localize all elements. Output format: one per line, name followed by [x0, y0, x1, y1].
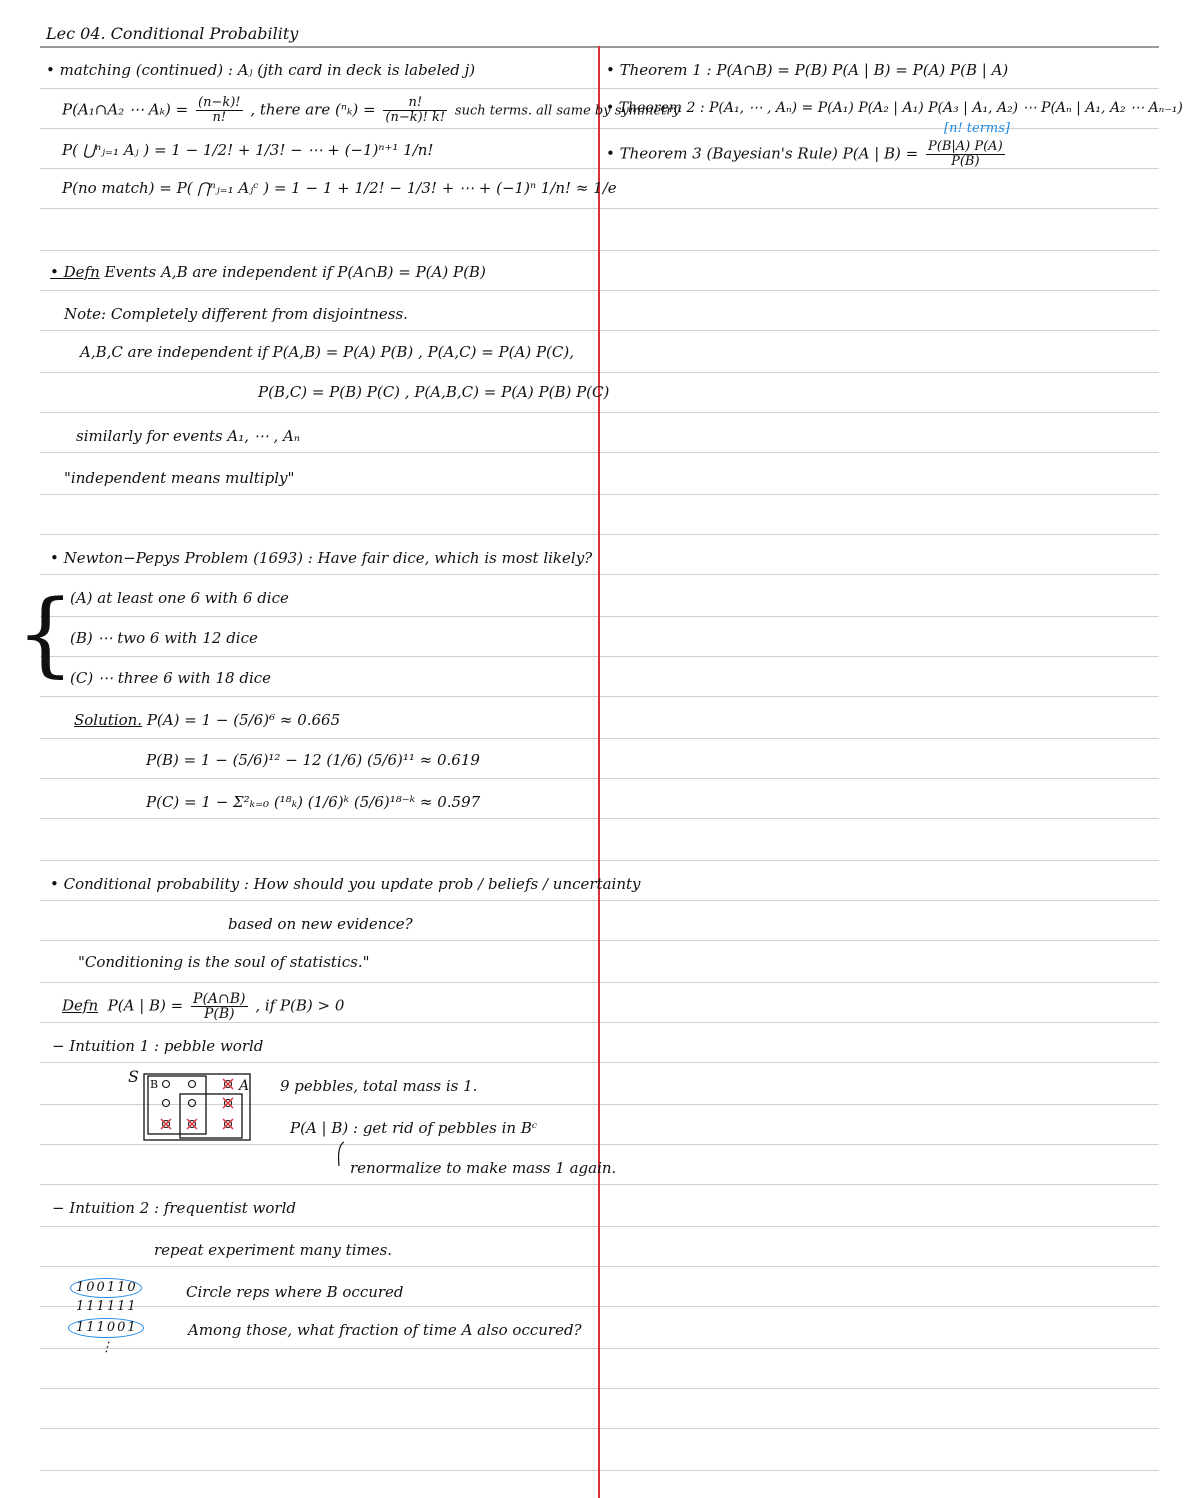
arrow-bracket-icon: [334, 1140, 348, 1170]
fraction: [926, 140, 1005, 169]
fraction-denominator: n!: [212, 110, 227, 125]
tally-row: 111111: [76, 1299, 138, 1314]
fraction-denominator: (n−k)! k!: [385, 110, 446, 125]
independence-quote: "independent means multiply": [64, 469, 295, 487]
option-b: (B) ⋯ two 6 with 12 dice: [70, 629, 258, 647]
formula-part: such terms. all same by symmetry: [454, 103, 680, 119]
pebble: [189, 1100, 196, 1107]
pebble-description-1: 9 pebbles, total mass is 1.: [280, 1077, 478, 1095]
pebble: [163, 1100, 170, 1107]
theorem-2-note: [n! terms]: [944, 121, 1011, 136]
conditional-probability-title-cont: based on new evidence?: [228, 915, 413, 933]
fraction-numerator: n!: [383, 96, 447, 111]
independence-abc-line2: P(B,C) = P(B) P(C) , P(A,B,C) = P(A) P(B) P(C): [258, 383, 610, 401]
pebbles: [163, 1081, 232, 1128]
fraction-numerator: P(B|A) P(A): [928, 139, 1003, 154]
no-match-formula: P(no match) = P( ⋂ⁿⱼ₌₁ Aⱼᶜ ) = 1 − 1 + 1/2! − 1/3! + ⋯ + (−1)ⁿ 1/n! ≈ 1/e: [62, 179, 617, 197]
matching-heading: • matching (continued) : Aⱼ (jth card in deck is labeled j): [46, 61, 476, 79]
frequentist-description-3: Among those, what fraction of time A also occured?: [188, 1321, 582, 1339]
pebble-description-3: renormalize to make mass 1 again.: [350, 1159, 617, 1177]
intuition-2-title: − Intuition 2 : frequentist world: [52, 1199, 296, 1217]
theorem-1: • Theorem 1 : P(A∩B) = P(B) P(A | B) = P(A) P(B | A): [606, 61, 1009, 79]
newton-pepys-title: • Newton−Pepys Problem (1693) : Have fair dice, which is most likely?: [50, 549, 593, 567]
conditional-definition: [62, 992, 344, 1021]
fraction-denominator: P(B): [203, 1006, 235, 1022]
tally-continuation: ⋮: [100, 1340, 113, 1355]
conditioning-quote: "Conditioning is the soul of statistics.": [78, 953, 370, 971]
fraction: [196, 96, 243, 125]
fraction: [383, 96, 447, 125]
defn-condition: , if P(B) > 0: [255, 996, 345, 1015]
sample-space-label: S: [128, 1067, 139, 1086]
fraction-numerator: (n−k)!: [198, 95, 241, 110]
formula-part: , there are: [250, 100, 331, 119]
formula-part: P(A₁∩A₂ ⋯ Aₖ) =: [62, 100, 189, 119]
option-c: (C) ⋯ three 6 with 18 dice: [70, 669, 272, 687]
pebble-world-diagram: [128, 1066, 258, 1144]
matching-intersection-formula: [62, 96, 680, 125]
defn-label: • Defn: [50, 263, 100, 281]
intuition-1-title: − Intuition 1 : pebble world: [52, 1037, 264, 1055]
pebble-description-2: P(A | B) : get rid of pebbles in Bᶜ: [290, 1119, 538, 1137]
sample-space-box: [144, 1074, 250, 1140]
removed-pebble-marks: [161, 1079, 233, 1129]
margin-line: [598, 46, 600, 1498]
tally-row: 111001: [76, 1320, 138, 1335]
fraction-denominator: P(B): [951, 154, 980, 169]
independence-abc-line1: A,B,C are independent if P(A,B) = P(A) P(B) , P(A,C) = P(A) P(C),: [80, 343, 574, 361]
fraction: [191, 992, 247, 1021]
frequentist-description-1: repeat experiment many times.: [154, 1241, 393, 1259]
independence-definition: [50, 262, 486, 282]
matching-union-formula: P( ⋃ⁿⱼ₌₁ Aⱼ ) = 1 − 1/2! + 1/3! − ⋯ + (−1)ⁿ⁺¹ 1/n!: [62, 141, 434, 159]
pebble: [163, 1081, 170, 1088]
theorem-3-label: • Theorem 3 (Bayesian's Rule) P(A | B) =: [606, 144, 919, 163]
brace-symbol: {: [16, 580, 75, 687]
event-a-label: A: [239, 1078, 250, 1094]
independence-similarly: similarly for events A₁, ⋯ , Aₙ: [76, 427, 300, 445]
defn-label: Defn: [62, 996, 99, 1015]
defn-text: Events A,B are independent if P(A∩B) = P(A) P(B): [104, 263, 486, 281]
solution-a-text: P(A) = 1 − (5/6)⁶ ≈ 0.665: [146, 711, 341, 729]
solution-c: P(C) = 1 − Σ²ₖ₌₀ (¹⁸ₖ) (1/6)ᵏ (5/6)¹⁸⁻ᵏ ≈ 0.597: [146, 793, 481, 811]
solution-a: [74, 710, 340, 730]
independence-note: Note: Completely different from disjointness.: [64, 305, 408, 323]
fraction-numerator: P(A∩B): [193, 991, 246, 1007]
page-title: Lec 04. Conditional Probability: [46, 24, 299, 43]
theorem-2: • Theorem 2 : P(A₁, ⋯ , Aₙ) = P(A₁) P(A₂ | A₁) P(A₃ | A₁, A₂) ⋯ P(Aₙ | A₁, A₂ ⋯ Aₙ₋₁): [606, 100, 1183, 116]
theorem-3: [606, 140, 1008, 169]
formula-part: (ⁿₖ) =: [335, 100, 376, 119]
event-b-label: B: [150, 1078, 159, 1091]
defn-lhs: P(A | B) =: [107, 996, 184, 1015]
frequentist-description-2: Circle reps where B occured: [186, 1283, 404, 1301]
solution-label: Solution.: [74, 711, 143, 729]
option-a: (A) at least one 6 with 6 dice: [70, 589, 289, 607]
tally-marks: [68, 1278, 148, 1355]
solution-b: P(B) = 1 − (5/6)¹² − 12 (1/6) (5/6)¹¹ ≈ 0.619: [146, 751, 480, 769]
tally-block: [68, 1278, 148, 1355]
conditional-probability-title: • Conditional probability : How should you update prob / beliefs / uncertainty: [50, 875, 641, 893]
pebble: [189, 1081, 196, 1088]
tally-row: 100110: [76, 1280, 138, 1295]
